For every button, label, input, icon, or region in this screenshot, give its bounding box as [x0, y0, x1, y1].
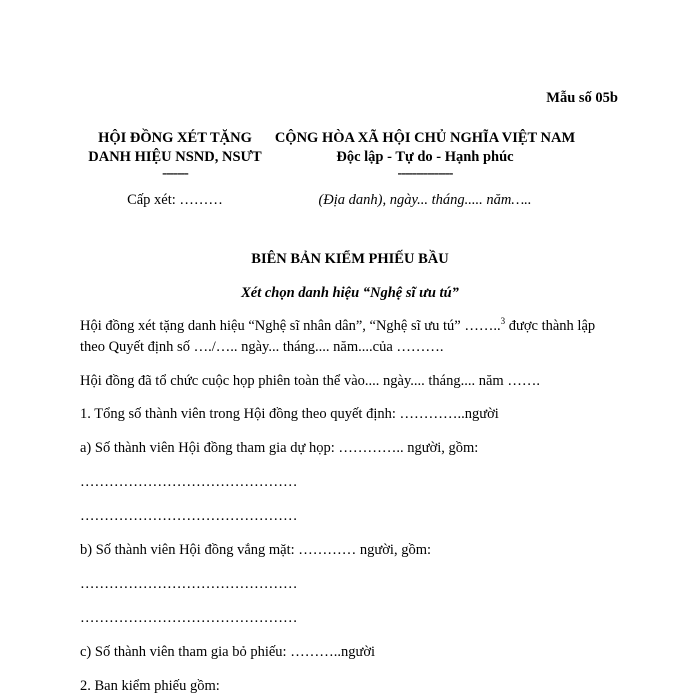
item-1a: a) Số thành viên Hội đồng tham gia dự họp: ………….. người, gồm:: [80, 440, 479, 456]
footnote-marker: 3: [500, 316, 506, 327]
item-2: 2. Ban kiểm phiếu gồm:: [80, 678, 220, 694]
para1-text-a: Hội đồng xét tặng danh hiệu “Nghệ sĩ nhân dân”, “Nghệ sĩ ưu tú” ……..: [80, 318, 501, 334]
para1-line1: [80, 318, 595, 335]
nation-motto: Độc lập - Tự do - Hạnh phúc: [336, 149, 514, 165]
para1-line2: theo Quyết định số …./….. ngày... tháng.... năm....của ……….: [80, 339, 444, 355]
document-title: BIÊN BẢN KIỂM PHIẾU BẦU: [251, 251, 449, 267]
dotted-line-3: ………………………………………: [80, 576, 298, 592]
document-subtitle: Xét chọn danh hiệu “Nghệ sĩ ưu tú”: [241, 285, 459, 301]
para2: Hội đồng đã tổ chức cuộc họp phiên toàn thể vào.... ngày.... tháng.... năm …….: [80, 373, 540, 389]
place-date: (Địa danh), ngày... tháng..... năm…..: [318, 192, 532, 208]
dotted-line-1: ………………………………………: [80, 474, 298, 490]
council-name-line1: HỘI ĐỒNG XÉT TẶNG: [98, 130, 252, 146]
para1-text-b: được thành lập: [505, 318, 596, 334]
form-number: Mẫu số 05b: [546, 90, 618, 106]
nation-title: CỘNG HÒA XÃ HỘI CHỦ NGHĨA VIỆT NAM: [274, 130, 576, 146]
left-divider: -------: [162, 166, 188, 181]
dotted-line-4: ………………………………………: [80, 610, 298, 626]
right-divider: ---------------: [397, 166, 453, 181]
dotted-line-2: ………………………………………: [80, 508, 298, 524]
item-1b: b) Số thành viên Hội đồng vắng mặt: ………… người, gồm:: [80, 542, 432, 558]
review-level: Cấp xét: ………: [127, 192, 223, 208]
item-1: 1. Tổng số thành viên trong Hội đồng theo quyết định: …………..người: [80, 406, 499, 422]
item-1c: c) Số thành viên tham gia bỏ phiếu: ………..người: [80, 644, 376, 660]
council-name-line2: DANH HIỆU NSND, NSƯT: [88, 149, 262, 165]
